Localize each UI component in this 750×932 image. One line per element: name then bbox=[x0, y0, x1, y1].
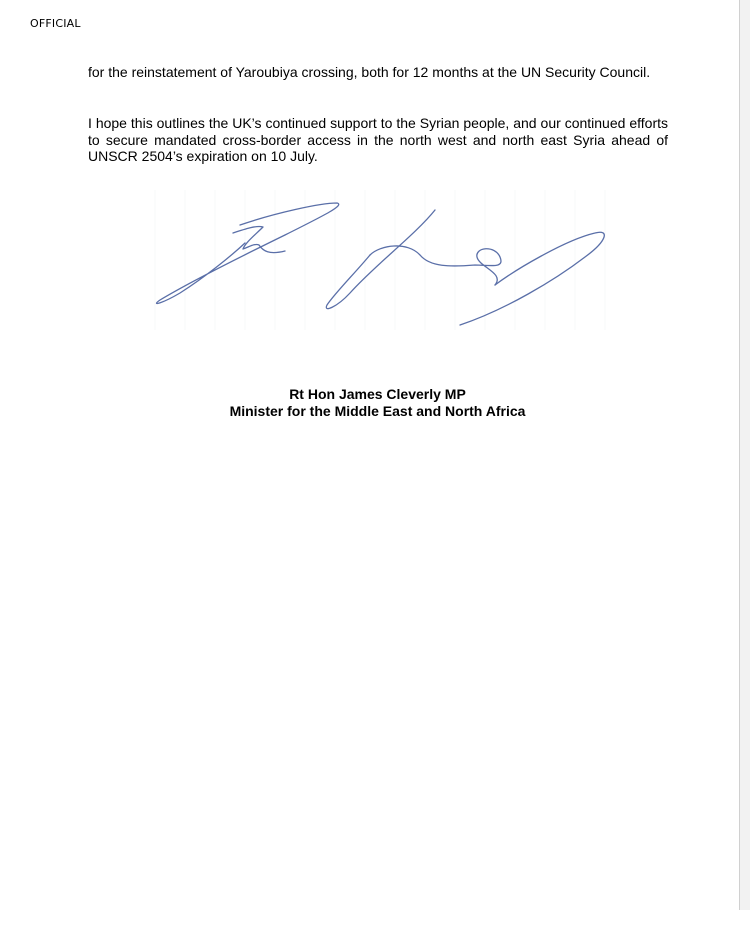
body-paragraph: for the reinstatement of Yaroubiya crossing, both for 12 months at the UN Security Council. bbox=[88, 64, 651, 80]
handwritten-signature bbox=[145, 185, 615, 335]
security-marking: OFFICIAL bbox=[30, 17, 81, 30]
signatory-name: Rt Hon James Cleverly MP bbox=[289, 386, 466, 402]
body-paragraph: I hope this outlines the UK’s continued support to the Syrian people, and our continued efforts to secure mandated cross-border access in the north west and north east Syria ahead of UNSCR 2504’s expiration on 10 July. bbox=[88, 115, 668, 164]
page-bottom-edge bbox=[0, 910, 750, 932]
signatory-title: Minister for the Middle East and North Africa bbox=[229, 403, 526, 419]
